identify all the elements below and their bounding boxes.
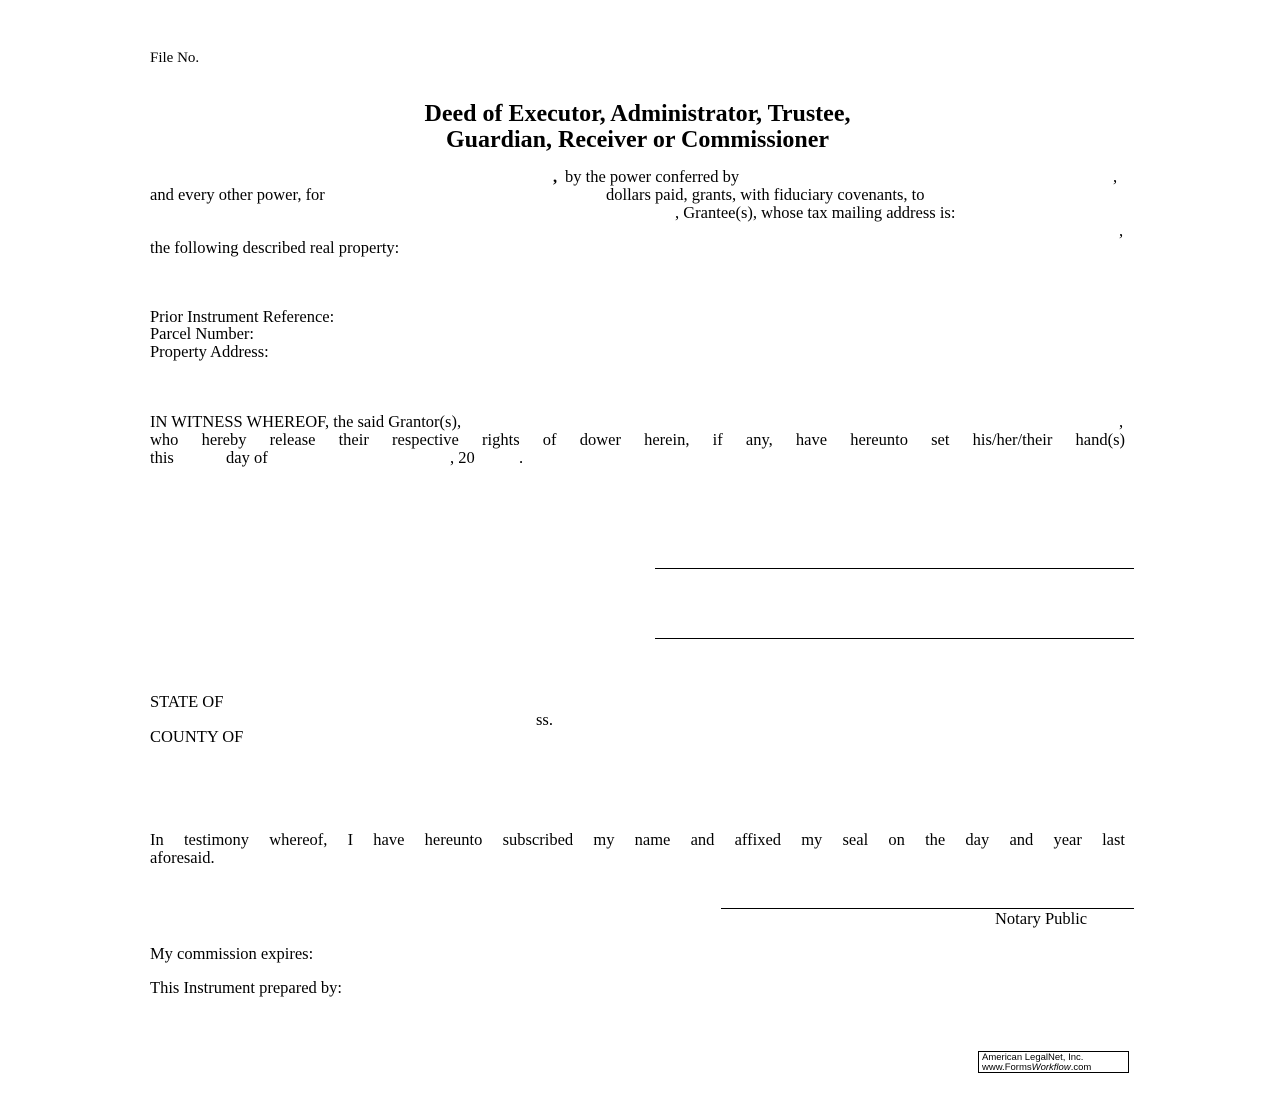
day-of-label: day of [226, 448, 268, 467]
aforesaid-text: aforesaid. [150, 848, 215, 867]
property-address-label: Property Address: [150, 342, 269, 361]
dollars-paid-text: dollars paid, grants, with fiduciary covenants, to [606, 185, 925, 204]
state-of-label: STATE OF [150, 692, 224, 711]
document-title-line-2: Guardian, Receiver or Commissioner [445, 127, 830, 153]
grantor-signature-line-2 [655, 638, 1134, 639]
document-title-line-1: Deed of Executor, Administrator, Trustee, [424, 101, 851, 127]
described-property-text: the following described real property: [150, 238, 400, 257]
prepared-by-label: This Instrument prepared by: [150, 978, 342, 997]
power-conferred-text: by the power conferred by [565, 167, 740, 186]
every-other-power-text: and every other power, for [150, 185, 325, 204]
grantor-signature-line-1 [655, 568, 1134, 569]
power-trailing-comma: , [1113, 167, 1118, 186]
county-of-label: COUNTY OF [150, 727, 244, 746]
address-trailing-comma: , [1119, 221, 1124, 240]
prior-instrument-label: Prior Instrument Reference: [150, 307, 335, 326]
year-prefix: , 20 [450, 448, 475, 467]
witness-trailing-comma: , [1119, 412, 1124, 431]
file-number-label: File No. [150, 50, 200, 66]
this-label: this [150, 448, 174, 467]
witness-text: IN WITNESS WHEREOF, the said Grantor(s), [150, 412, 462, 431]
parcel-number-label: Parcel Number: [150, 324, 255, 343]
witness-period: . [519, 448, 524, 467]
ss-label: ss. [536, 710, 553, 729]
publisher-url: www.FormsWorkflow.com [982, 1062, 1092, 1073]
grantee-address-text: , Grantee(s), whose tax mailing address is: [675, 203, 956, 222]
notary-public-label: Notary Public [995, 909, 1088, 928]
dower-release-text: who hereby release their respective rights of dower herein, if any, have hereunto set his/her/their hand(s) [150, 430, 1125, 449]
publisher-stamp [978, 1051, 1129, 1073]
grantor-comma: , [553, 167, 558, 186]
testimony-text: In testimony whereof, I have hereunto subscribed my name and affixed my seal on the day and year last [150, 830, 1125, 849]
publisher-name: American LegalNet, Inc. [982, 1052, 1084, 1063]
commission-expires-label: My commission expires: [150, 944, 314, 963]
